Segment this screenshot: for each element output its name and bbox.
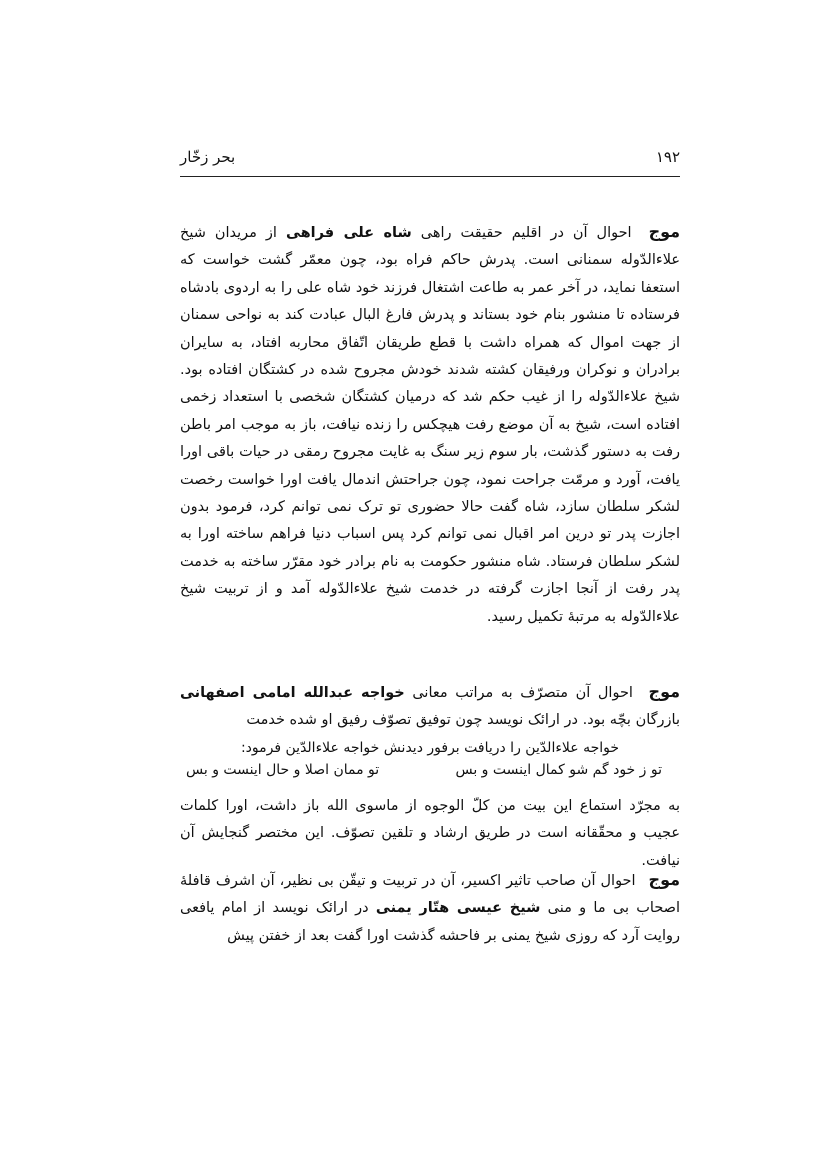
entry-subject-name: خواجه عبدالله امامی اصفهانی [180,685,405,701]
entry-body-text: از مریدان شیخ علاءالدّوله سمنانی است. پدرش حاکم فراه بود، چون معمّر گشت خواست که استعفا نماید، در آخر عمر به طاعت اشتغال فرزند خود شاه علی را به اردوی بادشاه فرستاده تا منشور بنام خود بستاند و پدرش فارغ البال عبادت کند به نواحی سمنان از جهت اموال که همراه داشت با قطع طریقان اتّفاق محاربه افتاد، به سایران برادران و نوکران ورفیقان کشته شدند خودش مجروح شده در کشتگان افتاده بود. شیخ علاءالدّوله را از غیب حکم شد که درمیان کشتگان شخصی با استعداد زخمی افتاده است، شیخ به آن موضع رفت هیچکس را زنده نیافت، باز به موجب امر باطن رفت به دستور گذشت، بار سوم زیر سنگ به غایت مجروح رمقی در حیات باقی اورا یافت، آورد و مرمّت جراحت نمود، چون جراحتش اندمال یافت اورا خواست رخصت لشکر سلطان سازد، شاه گفت حالا حضوری تو ترک نمی توانم کرد، فرمود بدون اجازت پدر تو درین امر اقبال نمی توانم کرد پس اسباب دنیا فراهم ساخته اورا به لشکر سلطان فرستاد. شاه منشور حکومت به نام برادر خود مقرّر ساخته به خدمت پدر رفت از آنجا اجازت گرفته در خدمت شیخ علاءالدّوله آمد و از تربیت شیخ علاءالدّوله به مرتبهٔ تکمیل رسید. [180,225,680,625]
entry-intro-text: احوال آن در اقلیم حقیقت راهی [420,225,632,241]
entry-label: موج [648,222,681,241]
entry-body-text: در ارائک نویسد از امام یافعی روایت آرد که روزی شیخ یمنی بر فاحشه گذشت اورا گفت بعد از خفتن پیش [180,900,680,944]
header-divider [180,176,680,177]
entry-intro-text: احوال آن متصرّف به مراتب معانی [412,685,633,701]
entry-shah-ali-farahi [180,218,680,631]
entry-isa-hattar-yamani [180,866,680,950]
entry-subject-name: شاه علی فراهی [285,225,412,241]
poem-verse [180,759,680,781]
running-title: بحر زخّار [180,148,236,166]
verse-introduction: خواجه علاءالدّین را دریافت برفور دیدنش خواجه علاءالدّین فرمود: [240,739,620,756]
page-number: ۱۹۲ [655,148,680,166]
entry-label: موج [648,870,680,889]
entry-closing-text: به مجرّد استماع این بیت من کلّ الوجوه از ماسوی الله باز داشت، اورا کلمات عجیب و محقّقانه است در طریق ارشاد و تلقین تصوّف. این مختصر گنجایش آن نیافت. [180,797,680,869]
entry-intro-text: احوال آن صاحب تاثیر اکسیر، آن در تربیت و تیقّن بی نظیر، آن اشرف قافلهٔ اصحاب بی ما و منی [180,873,681,917]
entry-subject-name: شیخ عیسی هتّار یمنی [375,900,541,917]
entry-body-text: بازرگان بچّه بود. در ارائک نویسد چون توفیق تصوّف رفیق او شده خدمت [246,712,680,729]
page-header [180,148,680,176]
verse-second-hemistich: تو ممان اصلا و حال اینست و بس [186,761,380,778]
entry-abdullah-imami-isfahani [180,678,680,875]
entry-label: موج [648,682,680,701]
verse-first-hemistich: تو ز خود گم شو کمال اینست و بس [455,761,662,778]
